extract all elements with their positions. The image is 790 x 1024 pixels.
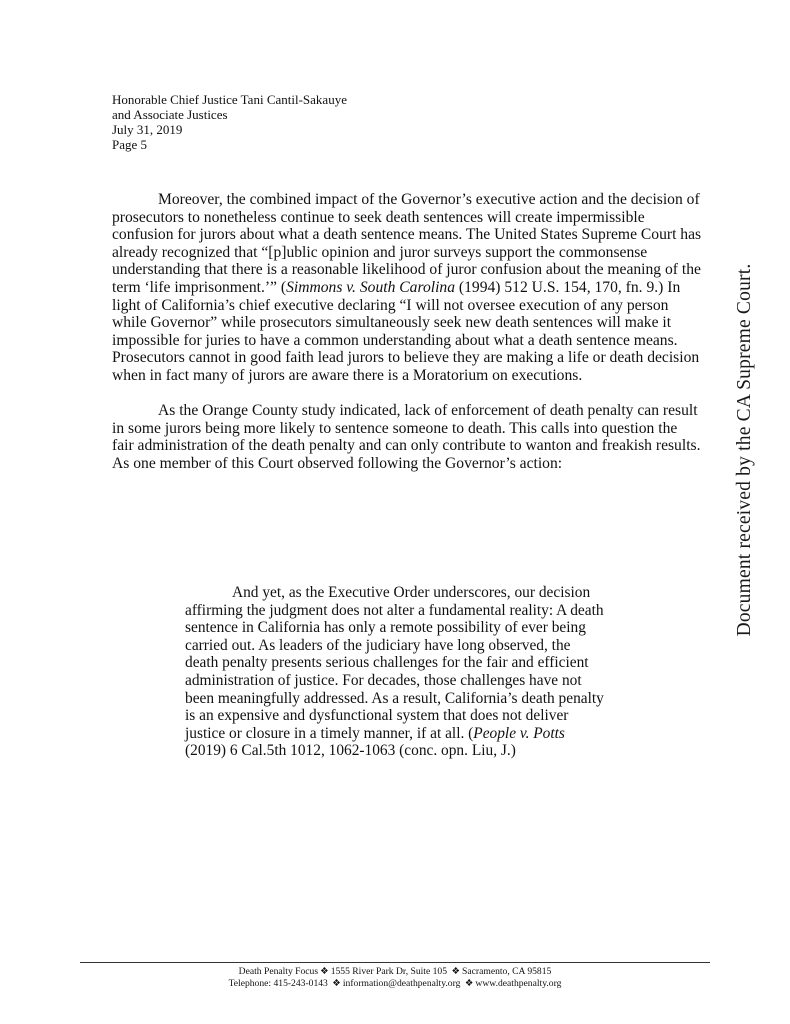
letterhead-footer [80, 966, 710, 990]
case-citation-potts: People v. Potts [473, 724, 565, 742]
block-quote [185, 584, 605, 760]
footer-website[interactable]: www.deathpenalty.org [475, 978, 562, 989]
paragraph-text: As the Orange County study indicated, lack of enforcement of death penalty can result in some jurors being more likely to sentence someone to death. This calls into question the fair administration of the death penalty and can only contribute to wanton and freakish results. As one member of this Court observed following the Governor’s action: [112, 402, 701, 472]
letter-body [112, 191, 702, 473]
letter-date: July 31, 2019 [112, 122, 183, 137]
footer-address: 1555 River Park Dr, Suite 105 [330, 966, 448, 977]
quote-citation: (2019) 6 Cal.5th 1012, 1062-1063 (conc. opn. Liu, J.) [185, 742, 516, 760]
footer-divider [80, 962, 710, 963]
diamond-separator-icon: ❖ [332, 978, 341, 989]
footer-city: Sacramento, CA 95815 [462, 966, 552, 977]
page-number: Page 5 [112, 137, 148, 152]
footer-phone: Telephone: 415-243-0143 [228, 978, 328, 989]
diamond-separator-icon: ❖ [451, 966, 461, 977]
paragraph-text: (1994) 512 U.S. 154, 170, fn. 9.) In light of California’s chief executive declaring “I will not oversee execution of any person while Governor” while prosecutors simultaneously seek new death sentences will make it impossible for juries to have a common understanding about what a death sentence means. Prosecutors cannot in good faith lead jurors to believe they are making a life or death decision when in fact many of jurors are aware there is a Moratorium on executions. [112, 278, 700, 384]
case-citation-simmons: Simmons v. South Carolina [286, 278, 456, 296]
paragraph-orange-county [112, 402, 702, 472]
diamond-separator-icon: ❖ [320, 966, 329, 977]
footer-line-address [80, 966, 710, 978]
footer-org: Death Penalty Focus [238, 966, 319, 977]
paragraph-moreover [112, 191, 702, 385]
recipient-line: Honorable Chief Justice Tani Cantil-Sakauye [112, 92, 347, 107]
recipient-line-2: and Associate Justices [112, 107, 228, 122]
paragraph-text: Moreover, the combined impact of the Governor’s executive action and the decision of prosecutors to nonetheless continue to seek death sentences will create impermissible confusion for jurors about what a death sentence means. The United States Supreme Court has already recognized that “[p]ublic opinion and juror surveys support the commonsense understanding that there is a reasonable likelihood of juror confusion about the meaning of the term ‘life imprisonment.’” ( [112, 191, 702, 296]
footer-email[interactable]: information@deathpenalty.org [342, 978, 461, 989]
quote-text: And yet, as the Executive Order underscores, our decision affirming the judgment does not alter a fundamental reality: A death sentence in California has only a remote possibility of ever being carried out. As leaders of the judiciary have long observed, the death penalty presents serious challenges for the fair and efficient administration of justice. For decades, those challenges have not been meaningfully addressed. As a result, California’s death penalty is an expensive and dysfunctional system that does not deliver justice or closure in a timely manner, if at all. ( [185, 584, 604, 742]
quote-paragraph [185, 584, 605, 760]
received-stamp-text: Document received by the CA Supreme Court. [734, 263, 755, 637]
diamond-separator-icon: ❖ [464, 978, 474, 989]
letter-header [112, 92, 347, 152]
footer-line-contact [80, 978, 710, 990]
